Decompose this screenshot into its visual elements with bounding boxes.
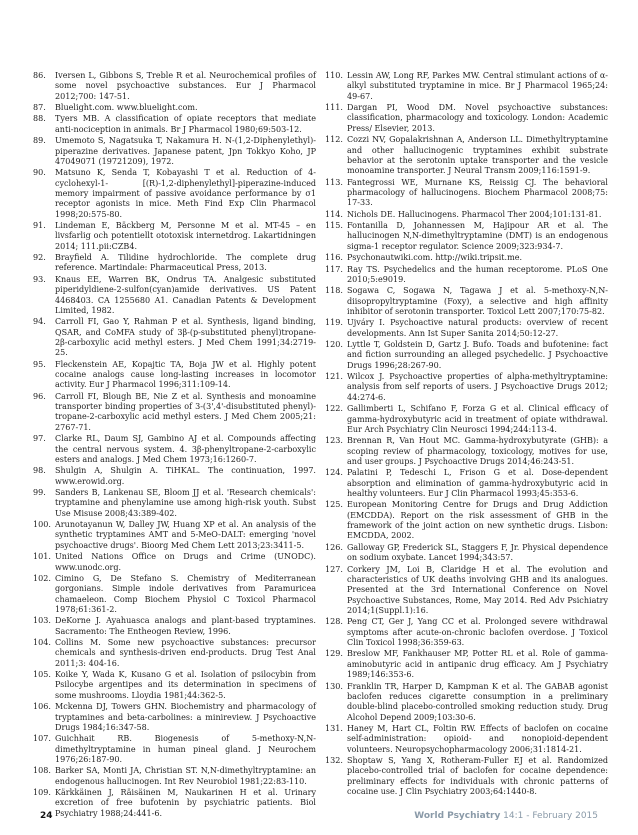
reference-text: Cozzi NV, Gopalakrishnan A, Anderson LL. Dimethyltryptamine and other hallucinogenic tryptamines exhibit substrate behavior at the serotonin uptake transporter and the vesicle monoamine transporter. J Neural Transm 2009;116:1591-9. [347, 135, 608, 176]
reference-entry [325, 318, 608, 339]
reference-entry [325, 372, 608, 403]
reference-number: 115. [325, 221, 343, 231]
reference-entry [33, 136, 316, 167]
reference-number: 122. [325, 404, 343, 414]
reference-number: 99. [33, 488, 46, 498]
reference-entry [325, 682, 608, 723]
right-reference-column [325, 71, 608, 798]
reference-text: Dargan PI, Wood DM. Novel psychoactive substances: classification, pharmacology and toxicology. London: Academic Press/ Elsevier, 2013. [347, 103, 608, 133]
reference-number: 107. [33, 734, 51, 744]
reference-number: 92. [33, 253, 46, 263]
reference-number: 132. [325, 756, 343, 766]
reference-text: Cimino G, De Stefano S. Chemistry of Mediterranean gorgonians. Simple indole derivatives from Paramuricea chamaeleon. Comp Biochem Physiol C Toxicol Pharmacol 1978;61:361-2. [55, 573, 316, 614]
reference-text: Gallimberti L, Schifano F, Forza G et al. Clinical efficacy of gamma-hydroxybutyric acid in treatment of opiate withdrawal. Eur Arch Psychiatry Clin Neurosci 1994;244:113-4. [347, 404, 608, 434]
reference-entry [325, 221, 608, 252]
reference-number: 130. [325, 681, 343, 691]
reference-number: 121. [325, 372, 343, 382]
reference-number: 116. [325, 253, 343, 263]
left-reference-column [33, 71, 316, 820]
reference-entry [33, 520, 316, 551]
reference-entry [325, 210, 608, 220]
reference-entry [33, 734, 316, 765]
reference-entry [33, 114, 316, 135]
reference-text: Koike Y, Wada K, Kusano G et al. Isolation of psilocybin from Psilocybe argentipes and its determination in specimens of some mushrooms. Lloydia 1981;44:362-5. [55, 670, 316, 700]
reference-entry [33, 466, 316, 487]
reference-text: United Nations Office on Drugs and Crime (UNODC). www.unodc.org. [55, 552, 316, 572]
page-footer [40, 811, 598, 825]
reference-number: 101. [33, 552, 51, 562]
reference-number: 87. [33, 103, 46, 113]
reference-entry [325, 135, 608, 176]
reference-entry [325, 286, 608, 317]
reference-text: Psychonautwiki.com. http://wiki.tripsit.me. [347, 253, 523, 263]
reference-entry [33, 71, 316, 102]
reference-entry [33, 702, 316, 733]
reference-number: 95. [33, 359, 46, 369]
reference-entry [325, 404, 608, 435]
reference-entry [325, 436, 608, 467]
reference-number: 98. [33, 466, 46, 476]
reference-text: Brayfield A. Tilidine hydrochloride. The complete drug reference. Martindale: Pharmaceutical Press, 2013. [55, 253, 316, 273]
reference-entry [33, 616, 316, 637]
reference-number: 114. [325, 209, 343, 219]
reference-text: DeKorne J. Ayahuasca analogs and plant-based tryptamines. Sacramento: The Entheogen Review, 1996. [55, 616, 316, 636]
reference-number: 103. [33, 616, 51, 626]
reference-entry [33, 317, 316, 358]
reference-text: European Monitoring Centre for Drugs and Drug Addiction (EMCDDA). Report on the risk assessment of GHB in the framework of the joint action on new synthetic drugs. Lisbon: EMCDDA, 2002. [347, 500, 608, 541]
reference-number: 91. [33, 221, 46, 231]
reference-text: Shoptaw S, Yang X, Rotheram-Fuller EJ et al. Randomized placebo-controlled trial of baclofen for cocaine dependence: preliminary effects for individuals with chronic patterns of cocaine use. J Clin Psychiatry 2003;64:1440-8. [347, 756, 608, 797]
reference-text: Wilcox J. Psychoactive properties of alpha-methyltryptamine: analysis from self reports of users. J Psychoactive Drugs 2012; 44:274-6. [347, 372, 608, 402]
reference-text: Matsuno K, Senda T, Kobayashi T et al. Reduction of 4-cyclohexyl-1- [(R)-1,2-diphenylethyl]-piperazine-induced memory impairment of passive avoidance performance by σ1 receptor agonists in mice. Meth Find Exp Clin Pharmacol 1998;20:575-80. [55, 168, 316, 219]
reference-text: Corkery JM, Loi B, Claridge H et al. The evolution and characteristics of UK deaths involving GHB and its analogues. Presented at the 3rd International Conference on Novel Psychoactive Substances, Rome, May 2014. Red Adv Psichiatry 2014;1(Suppl.1):16. [347, 564, 608, 615]
reference-text: Barker SA, Monti JA, Christian ST. N,N-dimethyltryptamine: an endogenous hallucinogen. Int Rev Neurobiol 1981;22:83-110. [55, 766, 316, 786]
reference-number: 120. [325, 340, 343, 350]
reference-number: 88. [33, 114, 46, 124]
reference-number: 94. [33, 317, 46, 327]
reference-text: Tyers MB. A classification of opiate receptors that mediate anti-nociception in animals. Br J Pharmacol 1980;69:503-12. [55, 114, 316, 134]
reference-number: 104. [33, 638, 51, 648]
reference-text: Mckenna DJ, Towers GHN. Biochemistry and pharmacology of tryptamines and beta-carbolines: a minireview. J Psychoactive Drugs 1984;16:347-58. [55, 702, 316, 732]
reference-text: Sogawa C, Sogawa N, Tagawa J et al. 5-methoxy-N,N-diisopropyltryptamine (Foxy), a selective and high affinity inhibitor of serotonin transporter. Toxicol Lett 2007;170:75-82. [347, 286, 608, 316]
reference-text: Umemoto S, Nagatsuka T, Nakamura H. N-(1,2-Diphenylethyl)-piperazine derivatives. Japanese patent, Jpn Tokkyo Koho, JP 47049071 (19721209), 1972. [55, 136, 316, 166]
reference-number: 93. [33, 274, 46, 284]
reference-text: Fontanilla D, Johannessen M, Hajipour AR et al. The hallucinogen N,N-dimethyltryptamine (DMT) is an endogenous sigma-1 receptor regulator. Science 2009;323:934-7. [347, 221, 608, 251]
reference-entry [33, 221, 316, 252]
reference-number: 111. [325, 103, 343, 113]
reference-number: 112. [325, 135, 343, 145]
reference-text: Peng CT, Ger J, Yang CC et al. Prolonged severe withdrawal symptoms after acute-on-chronic baclofen overdose. J Toxicol Clin Toxicol 1998;36:359-63. [347, 617, 608, 648]
reference-entry [325, 253, 608, 263]
reference-entry [33, 574, 316, 615]
reference-number: 119. [325, 318, 343, 328]
reference-number: 110. [325, 71, 343, 80]
reference-text: Guichhait RB. Biogenesis of 5-methoxy-N,N-dimethyltryptamine in human pineal gland. J Neurochem 1976;26:187-90. [55, 734, 316, 764]
reference-entry [325, 617, 608, 648]
reference-text: Ujváry I. Psychoactive natural products: overview of recent developments. Ann Ist Super Sanita 2014;50:12-27. [347, 318, 608, 338]
reference-text: Arunotayanun W, Dalley JW, Huang XP et al. An analysis of the synthetic tryptamines AMT and 5-MeO-DALT: emerging 'novel psychoactive drugs'. Bioorg Med Chem Lett 2013;23:3411-5. [55, 520, 316, 550]
reference-number: 105. [33, 670, 51, 680]
reference-entry [325, 565, 608, 617]
reference-number: 100. [33, 520, 51, 530]
reference-entry [33, 766, 316, 787]
reference-number: 127. [325, 564, 343, 574]
reference-text: Fantegrossi WE, Murnane KS, Reissig CJ. The behavioral pharmacology of hallucinogens. Biochem Pharmacol 2008;75: 17-33. [347, 177, 608, 208]
reference-entry [33, 638, 316, 669]
reference-text: Lessin AW, Long RF, Parkes MW. Central stimulant actions of α-alkyl substituted tryptamine in mice. Br J Pharmacol 1965;24: 49-67. [347, 71, 608, 101]
reference-entry [325, 724, 608, 755]
reference-entry [33, 488, 316, 519]
reference-number: 126. [325, 542, 343, 552]
reference-number: 117. [325, 264, 343, 274]
reference-entry [325, 71, 608, 102]
reference-number: 109. [33, 788, 51, 798]
reference-number: 97. [33, 434, 46, 444]
reference-entry [325, 543, 608, 564]
reference-number: 118. [325, 286, 343, 296]
journal-citation [414, 811, 598, 821]
reference-entry [33, 670, 316, 701]
reference-entry [33, 360, 316, 391]
reference-text: Knaus EE, Warren BK, Ondrus TA. Analgesic substituted piperidyldiene-2-sulfon(cyan)amide derivatives. US Patent 4468403. CA 1255680 A1. Canadian Patents & Development Limited, 1982. [55, 274, 316, 315]
reference-number: 128. [325, 617, 343, 627]
reference-entry [325, 468, 608, 499]
journal-issue: 14:1 - February 2015 [500, 811, 598, 821]
reference-entry [33, 253, 316, 274]
reference-number: 86. [33, 71, 46, 80]
reference-text: Brennan R, Van Hout MC. Gamma-hydroxybutyrate (GHB): a scoping review of pharmacology, toxicology, motives for use, and user groups. J Psychoactive Drugs 2014;46:243-51. [347, 436, 608, 466]
reference-number: 102. [33, 573, 51, 583]
reference-number: 90. [33, 168, 46, 178]
reference-number: 96. [33, 391, 46, 401]
reference-text: Lindeman E, Bäckberg M, Personne M et al. MT-45 – en livsfarlig och potentiellt ototoxisk internetdrog. Lakartidningen 2014; 111.pii:CZB4. [55, 221, 316, 251]
reference-text: Carroll FI, Gao Y, Rahman P et al. Synthesis, ligand binding, QSAR, and CoMFA study of 3β-(p-substituted phenyl)tropane-2β-carboxylic acid methyl esters. J Med Chem 1991;34:2719-25. [55, 317, 316, 358]
reference-entry [33, 275, 316, 316]
journal-name: World Psychiatry [414, 811, 501, 821]
reference-entry [33, 168, 316, 220]
reference-entry [325, 340, 608, 371]
reference-entry [33, 552, 316, 573]
reference-entry [33, 434, 316, 465]
reference-number: 125. [325, 500, 343, 510]
reference-entry [325, 649, 608, 680]
reference-text: Bluelight.com. www.bluelight.com. [55, 103, 198, 113]
reference-text: Iversen L, Gibbons S, Treble R et al. Neurochemical profiles of some novel psychoactive substances. Eur J Pharmacol 2012;700: 147-51. [55, 71, 316, 101]
reference-text: Shulgin A, Shulgin A. TiHKAL. The continuation, 1997. www.erowid.org. [55, 466, 316, 486]
reference-text: Carroll FI, Blough BE, Nie Z et al. Synthesis and monoamine transporter binding properties of 3-(3',4'-disubstituted phenyl)-tropane-2-carboxylic acid methyl esters. J Med Chem 2005;21: 2767-71. [55, 391, 316, 432]
reference-number: 124. [325, 468, 343, 478]
reference-text: Nichols DE. Hallucinogens. Pharmacol Ther 2004;101:131-81. [347, 209, 602, 219]
reference-text: Fleckenstein AE, Kopajtic TA, Boja JW et al. Highly potent cocaine analogs cause long-lasting increases in locomotor activity. Eur J Pharmacol 1996;311:109-14. [55, 359, 316, 390]
reference-entry [325, 265, 608, 286]
reference-text: Sanders B, Lankenau SE, Bloom JJ et al. 'Research chemicals': tryptamine and phenylamine use among high-risk youth. Subst Use Misuse 2008;43:389-402. [55, 488, 316, 518]
reference-number: 113. [325, 177, 343, 187]
reference-entry [325, 500, 608, 541]
reference-text: Ray TS. Psychedelics and the human receptorome. PLoS One 2010;5:e9019. [347, 264, 608, 284]
reference-text: Franklin TR, Harper D, Kampman K et al. The GABAB agonist baclofen reduces cigarette consumption in a preliminary double-blind placebo-controlled smoking reduction study. Drug Alcohol Depend 2009;103:30-6. [347, 681, 608, 722]
reference-entry [325, 756, 608, 797]
reference-entry [325, 178, 608, 209]
reference-number: 123. [325, 436, 343, 446]
reference-text: Clarke RL, Daum SJ, Gambino AJ et al. Compounds affecting the central nervous system. 4. 3β-phenyltropane-2-carboxylic esters and analogs. J Med Chem 1973;16:1260-7. [55, 434, 316, 464]
reference-entry [325, 103, 608, 134]
reference-text: Galloway GP, Frederick SL, Staggers F, Jr. Physical dependence on sodium oxybate. Lancet 1994;343:57. [347, 542, 608, 563]
reference-number: 129. [325, 649, 343, 659]
reference-entry [33, 392, 316, 433]
reference-text: Lyttle T, Goldstein D, Gartz J. Bufo. Toads and bufotenine: fact and fiction surrounding an alleged psychedelic. J Psychoactive Drugs 1996;28:267-90. [347, 340, 608, 370]
reference-text: Breslow MF, Fankhauser MP, Potter RL et al. Role of gamma-aminobutyric acid in antipanic drug efficacy. Am J Psychiatry 1989;146:353-6. [347, 649, 608, 680]
reference-number: 108. [33, 766, 51, 776]
page-number: 24 [40, 811, 53, 821]
reference-text: Haney M, Hart CL, Foltin RW. Effects of baclofen on cocaine self-administration: opioid- and nonopioid-dependent volunteers. Neuropsychopharmacology 2006;31:1814-21. [347, 723, 608, 754]
reference-text: Collins M. Some new psychoactive substances: precursor chemicals and synthesis-driven end-products. Drug Test Anal 2011;3: 404-16. [55, 638, 316, 668]
reference-number: 131. [325, 723, 343, 733]
reference-number: 89. [33, 136, 46, 146]
reference-number: 106. [33, 702, 51, 712]
reference-text: Palatini P, Tedeschi L, Frison G et al. Dose-dependent absorption and elimination of gamma-hydroxybutyric acid in healthy volunteers. Eur J Clin Pharmacol 1993;45:353-6. [347, 468, 608, 499]
reference-entry [33, 103, 316, 113]
reference-text: Kärkkäinen J, Räisäinen M, Naukarinen H et al. Urinary excretion of free bufotenin by psychiatric patients. Biol Psychiatry 1988;24:441-6. [55, 788, 316, 818]
